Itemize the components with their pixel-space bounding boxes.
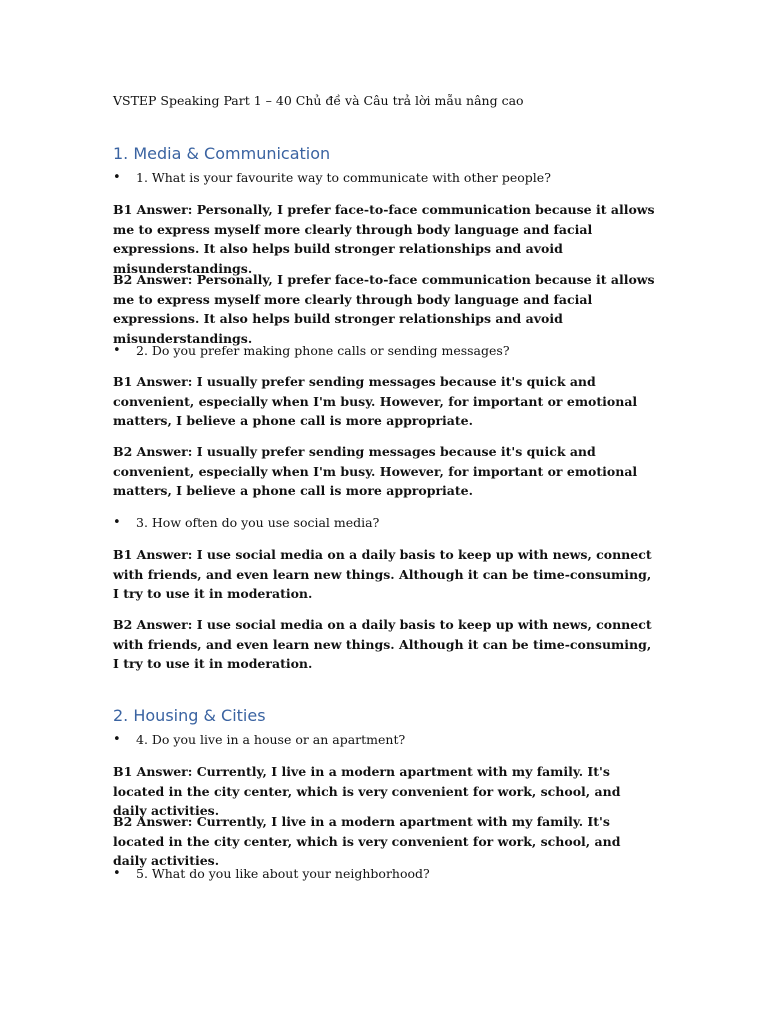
b2-answer: B2 Answer: I use social media on a daily basis to keep up with news, connect with friends, and even learn new things. Although it can be time-consuming, I try to use it in moderation. <box>113 617 652 671</box>
b1-answer: B1 Answer: I usually prefer sending messages because it's quick and convenient, especially when I'm busy. However, for important or emotional matters, I believe a phone call is more appropriate. <box>113 374 638 428</box>
question-text: 1. What is your favourite way to communicate with other people? <box>136 170 551 185</box>
b2-answer: B2 Answer: I usually prefer sending messages because it's quick and convenient, especially when I'm busy. However, for important or emotional matters, I believe a phone call is more appropriate. <box>113 444 638 498</box>
document-title: VSTEP Speaking Part 1 – 40 Chủ đề và Câu trả lời mẫu nâng cao <box>113 93 524 108</box>
b1-answer: B1 Answer: Personally, I prefer face-to-face communication because it allows me to express myself more clearly through body language and facial expressions. It also helps build stronger relationships and avoid misunderstandings. <box>113 202 655 276</box>
bullet-icon: • <box>113 732 121 747</box>
section-heading-housing-cities: 2. Housing & Cities <box>113 706 266 725</box>
bullet-icon: • <box>113 515 121 530</box>
b1-answer: B1 Answer: Currently, I live in a modern apartment with my family. It's located in the city center, which is very convenient for work, school, and daily activities. <box>113 764 621 818</box>
section-heading-media-communication: 1. Media & Communication <box>113 144 331 163</box>
b1-answer: B1 Answer: I use social media on a daily basis to keep up with news, connect with friends, and even learn new things. Although it can be time-consuming, I try to use it in moderation. <box>113 547 652 601</box>
question-text: 2. Do you prefer making phone calls or sending messages? <box>136 343 510 358</box>
bullet-icon: • <box>113 866 121 881</box>
bullet-icon: • <box>113 343 121 358</box>
b2-answer: B2 Answer: Personally, I prefer face-to-face communication because it allows me to express myself more clearly through body language and facial expressions. It also helps build stronger relationships and avoid misunderstandings. <box>113 272 655 346</box>
bullet-icon: • <box>113 170 121 185</box>
b2-answer: B2 Answer: Currently, I live in a modern apartment with my family. It's located in the city center, which is very convenient for work, school, and daily activities. <box>113 814 621 868</box>
question-text: 3. How often do you use social media? <box>136 515 380 530</box>
question-text: 4. Do you live in a house or an apartment? <box>136 732 406 747</box>
question-text: 5. What do you like about your neighborhood? <box>136 866 430 881</box>
